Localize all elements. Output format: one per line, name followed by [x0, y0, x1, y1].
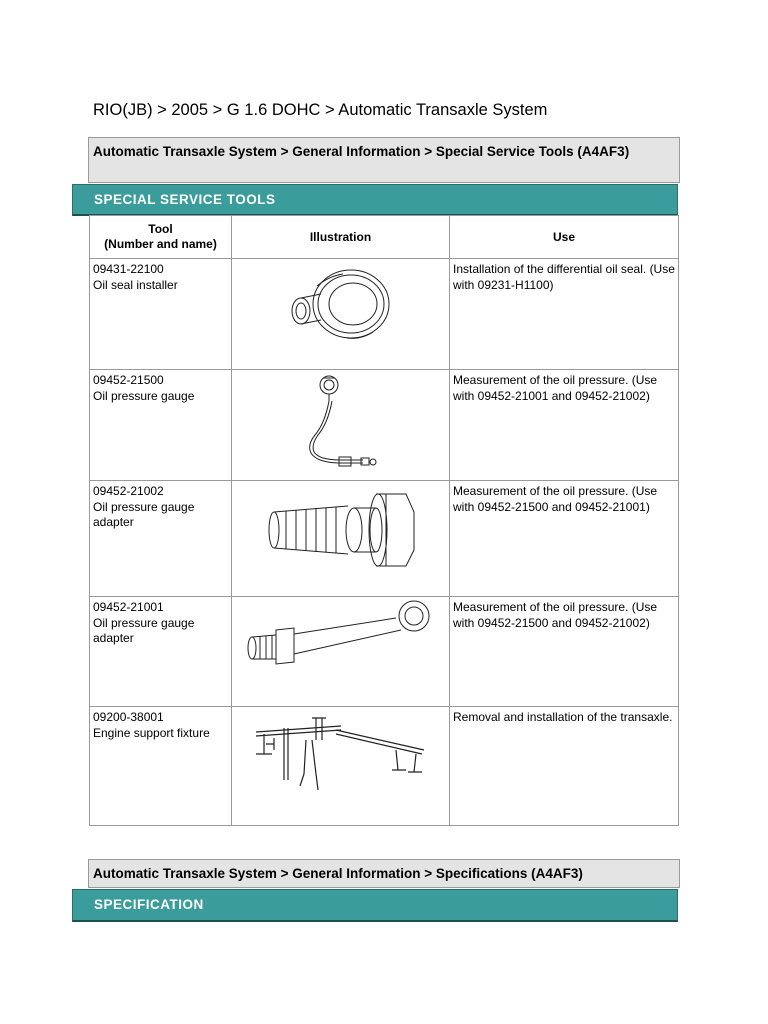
- illustration-cell: [232, 597, 450, 707]
- oil-seal-installer-drawing: [281, 262, 401, 352]
- use-cell: Installation of the differential oil seal. (Use with 09231-H1100): [450, 259, 679, 370]
- gauge-adapter-drawing: [266, 484, 416, 570]
- special-service-tools-table: [89, 215, 679, 826]
- section-header-special-service-tools: Automatic Transaxle System > General Information > Special Service Tools (A4AF3): [88, 137, 680, 183]
- breadcrumb: RIO(JB) > 2005 > G 1.6 DOHC > Automatic Transaxle System: [93, 101, 548, 119]
- table-header-row: [90, 216, 679, 259]
- section-header-specifications: Automatic Transaxle System > General Information > Specifications (A4AF3): [88, 859, 680, 888]
- tool-cell: [90, 370, 232, 481]
- table-row: [90, 259, 679, 370]
- table-row: [90, 481, 679, 597]
- tool-name: Oil seal installer: [93, 277, 178, 292]
- tool-cell: [90, 259, 232, 370]
- tool-cell: [90, 707, 232, 826]
- use-cell: Measurement of the oil pressure. (Use with 09452-21500 and 09452-21001): [450, 481, 679, 597]
- use-cell: Measurement of the oil pressure. (Use with 09452-21001 and 09452-21002): [450, 370, 679, 481]
- column-header-tool: [90, 216, 232, 259]
- banjo-adapter-drawing: [246, 600, 436, 670]
- tool-name: Oil pressure gauge: [93, 388, 195, 403]
- illustration-cell: [232, 481, 450, 597]
- tool-number: 09200-38001: [93, 710, 164, 724]
- tool-number: 09431-22100: [93, 262, 164, 276]
- table-row: [90, 597, 679, 707]
- column-header-illustration: Illustration: [232, 216, 450, 259]
- illustration-cell: [232, 259, 450, 370]
- engine-support-fixture-drawing: [246, 710, 436, 800]
- special-service-tools-bar: SPECIAL SERVICE TOOLS: [72, 184, 678, 216]
- specification-bar: SPECIFICATION: [72, 889, 678, 922]
- tool-number: 09452-21001: [93, 600, 164, 614]
- column-header-use: Use: [450, 216, 679, 259]
- tool-name: Oil pressure gauge adapter: [93, 499, 195, 529]
- tool-cell: [90, 481, 232, 597]
- use-cell: Measurement of the oil pressure. (Use with 09452-21500 and 09452-21002): [450, 597, 679, 707]
- tool-name: Oil pressure gauge adapter: [93, 615, 195, 645]
- table-row: [90, 707, 679, 826]
- tool-cell: [90, 597, 232, 707]
- column-header-tool-line2: (Number and name): [104, 237, 217, 251]
- illustration-cell: [232, 370, 450, 481]
- table-row: [90, 370, 679, 481]
- illustration-cell: [232, 707, 450, 826]
- tool-name: Engine support fixture: [93, 725, 210, 740]
- oil-pressure-gauge-drawing: [301, 373, 381, 477]
- column-header-tool-line1: Tool: [148, 222, 173, 236]
- tool-number: 09452-21500: [93, 373, 164, 387]
- tool-number: 09452-21002: [93, 484, 164, 498]
- use-cell: Removal and installation of the transaxle.: [450, 707, 679, 826]
